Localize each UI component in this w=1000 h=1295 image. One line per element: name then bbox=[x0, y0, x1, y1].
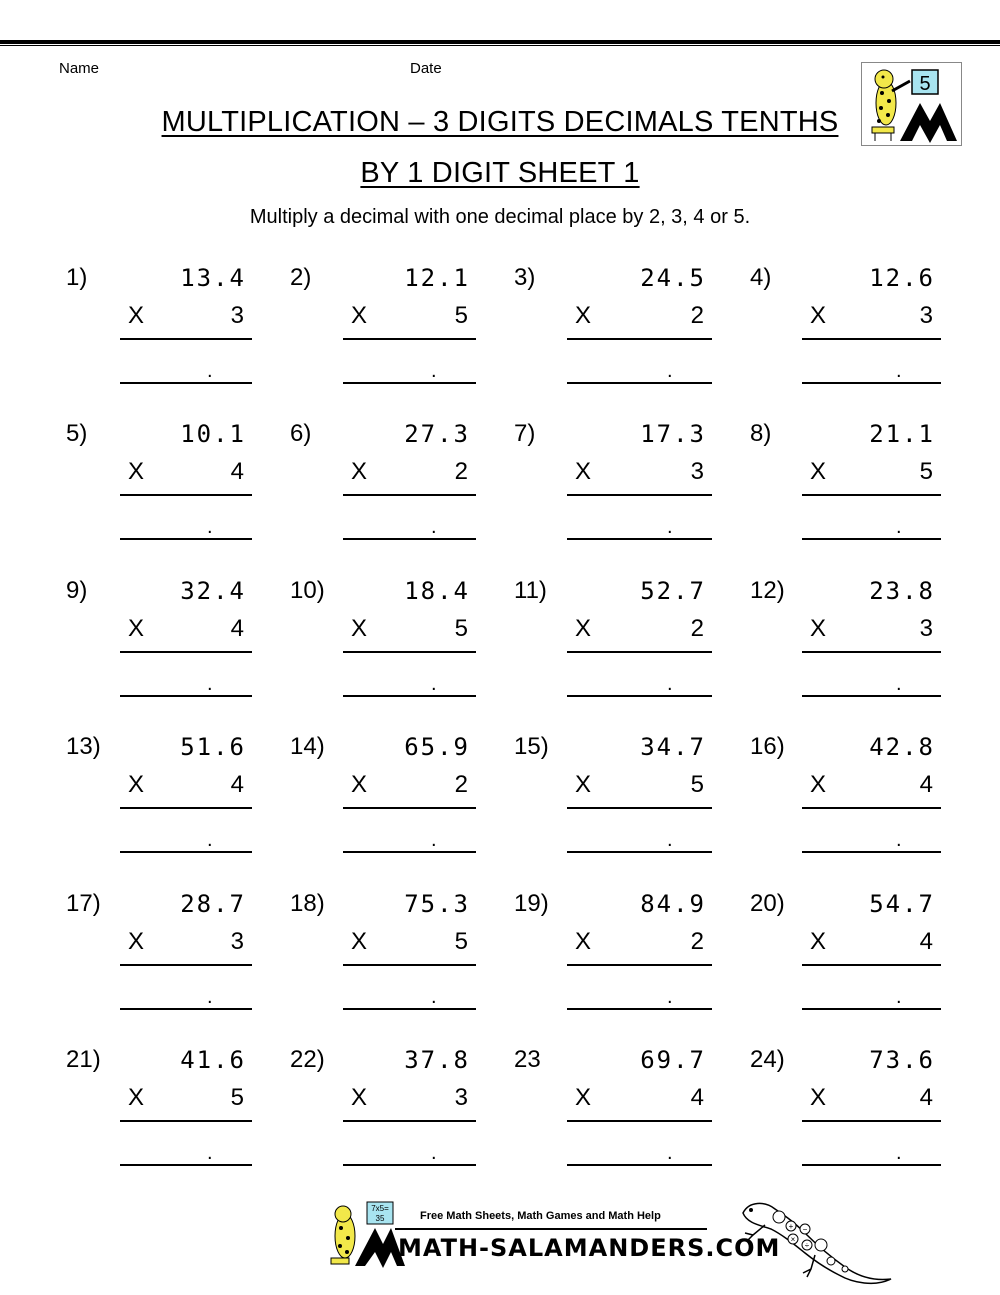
problem-item bbox=[0, 577, 1000, 707]
problem-number: 6) bbox=[290, 420, 312, 447]
answer-decimal-point: . bbox=[207, 1142, 213, 1164]
times-sign: X bbox=[575, 615, 592, 642]
times-sign: X bbox=[128, 615, 145, 642]
answer-decimal-point: . bbox=[207, 829, 213, 851]
answer-blank[interactable] bbox=[802, 538, 941, 540]
answer-decimal-point: . bbox=[667, 829, 673, 851]
instructions: Multiply a decimal with one decimal place by 2, 3, 4 or 5. bbox=[249, 206, 751, 228]
problem-number: 23 bbox=[514, 1046, 541, 1073]
problem-top-number: 18.4 bbox=[404, 577, 470, 605]
problem-top-number: 27.3 bbox=[404, 420, 470, 448]
product-rule bbox=[802, 1120, 941, 1122]
svg-text:5: 5 bbox=[919, 73, 931, 95]
salamander-teacher-icon bbox=[862, 63, 961, 145]
problem-top-number: 34.7 bbox=[640, 733, 706, 761]
footer-rule bbox=[395, 1228, 707, 1230]
problem-number: 21) bbox=[66, 1046, 101, 1073]
svg-text:÷: ÷ bbox=[804, 1241, 810, 1250]
answer-decimal-point: . bbox=[431, 1142, 437, 1164]
times-sign: X bbox=[351, 771, 368, 798]
answer-decimal-point: . bbox=[667, 986, 673, 1008]
problem-number: 4) bbox=[750, 264, 772, 291]
problem-multiplier: 5 bbox=[690, 771, 704, 798]
svg-text:+: + bbox=[788, 1222, 794, 1231]
problem-number: 18) bbox=[290, 890, 325, 917]
answer-decimal-point: . bbox=[896, 516, 902, 538]
problem-top-number: 69.7 bbox=[640, 1046, 706, 1074]
problem-multiplier: 4 bbox=[919, 928, 933, 955]
problem-top-number: 37.8 bbox=[404, 1046, 470, 1074]
problem-multiplier: 2 bbox=[454, 771, 468, 798]
times-sign: X bbox=[128, 302, 145, 329]
answer-decimal-point: . bbox=[896, 360, 902, 382]
answer-decimal-point: . bbox=[431, 829, 437, 851]
times-sign: X bbox=[575, 458, 592, 485]
footer-salamander-icon bbox=[325, 1198, 405, 1270]
problem-item bbox=[0, 1046, 1000, 1176]
answer-blank[interactable] bbox=[802, 851, 941, 853]
answer-decimal-point: . bbox=[667, 1142, 673, 1164]
problem-top-number: 75.3 bbox=[404, 890, 470, 918]
answer-decimal-point: . bbox=[431, 986, 437, 1008]
problem-top-number: 32.4 bbox=[180, 577, 246, 605]
answer-blank[interactable] bbox=[802, 382, 941, 384]
times-sign: X bbox=[575, 1084, 592, 1111]
problem-number: 15) bbox=[514, 733, 549, 760]
answer-blank[interactable] bbox=[802, 1164, 941, 1166]
problem-multiplier: 5 bbox=[454, 615, 468, 642]
problem-top-number: 13.4 bbox=[180, 264, 246, 292]
times-sign: X bbox=[351, 1084, 368, 1111]
problem-number: 12) bbox=[750, 577, 785, 604]
svg-text:×: × bbox=[790, 1235, 796, 1244]
problem-top-number: 41.6 bbox=[180, 1046, 246, 1074]
times-sign: X bbox=[351, 302, 368, 329]
times-sign: X bbox=[575, 928, 592, 955]
problem-multiplier: 4 bbox=[230, 771, 244, 798]
problem-number: 16) bbox=[750, 733, 785, 760]
problem-top-number: 73.6 bbox=[869, 1046, 935, 1074]
problem-number: 3) bbox=[514, 264, 536, 291]
times-sign: X bbox=[810, 615, 827, 642]
times-sign: X bbox=[128, 771, 145, 798]
answer-decimal-point: . bbox=[207, 986, 213, 1008]
problem-top-number: 51.6 bbox=[180, 733, 246, 761]
page-subtitle: BY 1 DIGIT SHEET 1 bbox=[360, 157, 640, 189]
times-sign: X bbox=[575, 302, 592, 329]
answer-decimal-point: . bbox=[667, 673, 673, 695]
date-label: Date bbox=[410, 60, 442, 77]
problem-number: 13) bbox=[66, 733, 101, 760]
problem-multiplier: 5 bbox=[230, 1084, 244, 1111]
problem-number: 19) bbox=[514, 890, 549, 917]
problem-number: 17) bbox=[66, 890, 101, 917]
answer-decimal-point: . bbox=[207, 516, 213, 538]
problem-multiplier: 2 bbox=[690, 302, 704, 329]
problem-number: 2) bbox=[290, 264, 312, 291]
problem-top-number: 10.1 bbox=[180, 420, 246, 448]
problem-multiplier: 2 bbox=[690, 615, 704, 642]
svg-text:35: 35 bbox=[375, 1214, 385, 1223]
times-sign: X bbox=[128, 1084, 145, 1111]
answer-decimal-point: . bbox=[431, 516, 437, 538]
times-sign: X bbox=[810, 458, 827, 485]
problem-number: 24) bbox=[750, 1046, 785, 1073]
problem-number: 1) bbox=[66, 264, 88, 291]
problem-item bbox=[0, 264, 1000, 394]
grade-logo bbox=[861, 62, 962, 146]
answer-decimal-point: . bbox=[207, 360, 213, 382]
times-sign: X bbox=[810, 302, 827, 329]
problem-top-number: 17.3 bbox=[640, 420, 706, 448]
page-title: MULTIPLICATION – 3 DIGITS DECIMALS TENTHS bbox=[161, 106, 839, 138]
problem-top-number: 12.1 bbox=[404, 264, 470, 292]
answer-decimal-point: . bbox=[667, 516, 673, 538]
problem-multiplier: 4 bbox=[919, 1084, 933, 1111]
answer-blank[interactable] bbox=[802, 1008, 941, 1010]
salamander-icon bbox=[735, 1195, 895, 1290]
times-sign: X bbox=[810, 1084, 827, 1111]
product-rule bbox=[802, 964, 941, 966]
problem-number: 7) bbox=[514, 420, 536, 447]
problem-multiplier: 4 bbox=[919, 771, 933, 798]
name-label: Name bbox=[59, 60, 100, 77]
problem-top-number: 84.9 bbox=[640, 890, 706, 918]
times-sign: X bbox=[575, 771, 592, 798]
problem-number: 9) bbox=[66, 577, 88, 604]
problem-top-number: 12.6 bbox=[869, 264, 935, 292]
times-sign: X bbox=[351, 615, 368, 642]
problem-multiplier: 3 bbox=[454, 1084, 468, 1111]
answer-decimal-point: . bbox=[431, 673, 437, 695]
svg-text:−: − bbox=[802, 1225, 808, 1234]
problem-multiplier: 3 bbox=[690, 458, 704, 485]
product-rule bbox=[802, 807, 941, 809]
times-sign: X bbox=[351, 928, 368, 955]
problem-item bbox=[0, 733, 1000, 863]
problem-top-number: 52.7 bbox=[640, 577, 706, 605]
problem-number: 10) bbox=[290, 577, 325, 604]
problem-multiplier: 5 bbox=[454, 928, 468, 955]
product-rule bbox=[802, 494, 941, 496]
times-sign: X bbox=[810, 928, 827, 955]
problem-multiplier: 5 bbox=[454, 302, 468, 329]
problem-number: 8) bbox=[750, 420, 772, 447]
problem-item bbox=[0, 890, 1000, 1020]
problem-multiplier: 2 bbox=[454, 458, 468, 485]
problem-multiplier: 5 bbox=[919, 458, 933, 485]
product-rule bbox=[802, 338, 941, 340]
times-sign: X bbox=[810, 771, 827, 798]
problem-multiplier: 4 bbox=[690, 1084, 704, 1111]
problem-top-number: 42.8 bbox=[869, 733, 935, 761]
footer-tagline: Free Math Sheets, Math Games and Math Help bbox=[420, 1210, 661, 1222]
times-sign: X bbox=[128, 928, 145, 955]
problem-multiplier: 3 bbox=[919, 302, 933, 329]
answer-decimal-point: . bbox=[896, 673, 902, 695]
product-rule bbox=[802, 651, 941, 653]
problem-multiplier: 3 bbox=[230, 302, 244, 329]
problem-top-number: 65.9 bbox=[404, 733, 470, 761]
problem-item bbox=[0, 420, 1000, 550]
problem-multiplier: 3 bbox=[230, 928, 244, 955]
answer-decimal-point: . bbox=[896, 986, 902, 1008]
problem-number: 20) bbox=[750, 890, 785, 917]
problem-top-number: 28.7 bbox=[180, 890, 246, 918]
answer-decimal-point: . bbox=[207, 673, 213, 695]
answer-decimal-point: . bbox=[896, 1142, 902, 1164]
problem-top-number: 24.5 bbox=[640, 264, 706, 292]
answer-blank[interactable] bbox=[802, 695, 941, 697]
problem-top-number: 54.7 bbox=[869, 890, 935, 918]
problem-top-number: 23.8 bbox=[869, 577, 935, 605]
top-rule bbox=[0, 40, 1000, 46]
times-sign: X bbox=[128, 458, 145, 485]
answer-decimal-point: . bbox=[431, 360, 437, 382]
problem-number: 14) bbox=[290, 733, 325, 760]
problem-number: 5) bbox=[66, 420, 88, 447]
answer-decimal-point: . bbox=[667, 360, 673, 382]
problem-multiplier: 3 bbox=[919, 615, 933, 642]
problem-multiplier: 4 bbox=[230, 458, 244, 485]
problem-top-number: 21.1 bbox=[869, 420, 935, 448]
problem-number: 22) bbox=[290, 1046, 325, 1073]
problem-number: 11) bbox=[514, 577, 547, 604]
problem-multiplier: 4 bbox=[230, 615, 244, 642]
times-sign: X bbox=[351, 458, 368, 485]
footer-site-link[interactable]: MATH-SALAMANDERS.COM bbox=[398, 1234, 781, 1262]
answer-decimal-point: . bbox=[896, 829, 902, 851]
problem-multiplier: 2 bbox=[690, 928, 704, 955]
svg-text:7x5=: 7x5= bbox=[371, 1204, 389, 1213]
